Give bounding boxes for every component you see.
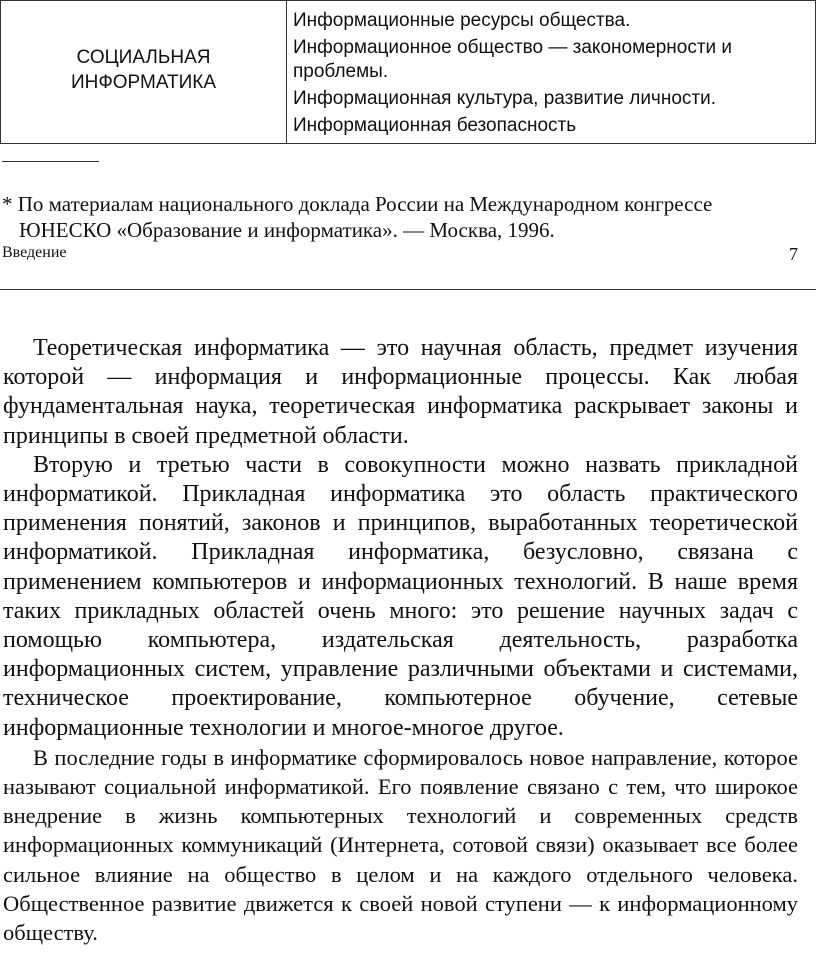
footnote-line: ЮНЕСКО «Образование и информатика». — Москва, 1996. — [19, 218, 555, 242]
table-cell-topics — [287, 1, 816, 144]
footnote-divider — [2, 161, 99, 162]
topic-table — [0, 0, 816, 144]
section-name-line: ИНФОРМАТИКА — [70, 72, 217, 93]
topic-item: Информационная культура, развитие личности. — [293, 88, 716, 109]
paragraph: Теоретическая информатика — это научная область, предмет изучения которой — информация и информационные процессы. Как любая фундаментальная наука, теоретическая информатика раскрывает законы и принципы в своей предметной области. — [3, 335, 798, 449]
page-number: 7 — [789, 244, 798, 264]
footnote — [0, 191, 812, 243]
header-divider — [0, 289, 816, 290]
topic-table-container — [0, 0, 813, 144]
topic-list — [287, 1, 815, 143]
table-cell-section-name — [1, 1, 287, 144]
topic-item: Информационная безопасность — [293, 115, 577, 136]
paragraph: В последние годы в информатике сформировалось новое направление, которое называют социальной информатикой. Его появление связано с тем, что широкое внедрение в жизнь компьютерных технологий и современных средств информационных коммуникаций (Интернета, сотовой связи) оказывает все более сильное влияние на общество в целом и на каждого отдельного человека. Общественное развитие движется к своей новой ступени — к информационному обществу. — [3, 744, 798, 946]
paragraph: Вторую и третью части в совокупности можно назвать прикладной информатикой. Прикладная информатика это область практического применения понятий, законов и принципов, выработанных теоретической информатикой. Прикладная информатика, безусловно, связана с применением компьютеров и информационных технологий. В наше время таких прикладных областей очень много: это решение научных задач с помощью компьютера, издательская деятельность, разработка информационных систем, управление различными объектами и системами, техническое проектирование, компьютерное обучение, сетевые информационные технологии и многое-многое другое. — [3, 451, 798, 741]
section-name-line: СОЦИАЛЬНАЯ — [76, 47, 211, 68]
running-head-title: Введение — [2, 244, 67, 261]
footnote-line: * По материалам национального доклада России на Международном конгрессе — [2, 192, 713, 216]
body-text — [3, 334, 798, 947]
table-row — [1, 1, 816, 144]
topic-item: Информационные ресурсы общества. — [293, 10, 631, 31]
topic-item: Информационное общество — закономерности и проблемы. — [293, 37, 733, 82]
section-name — [1, 1, 286, 97]
